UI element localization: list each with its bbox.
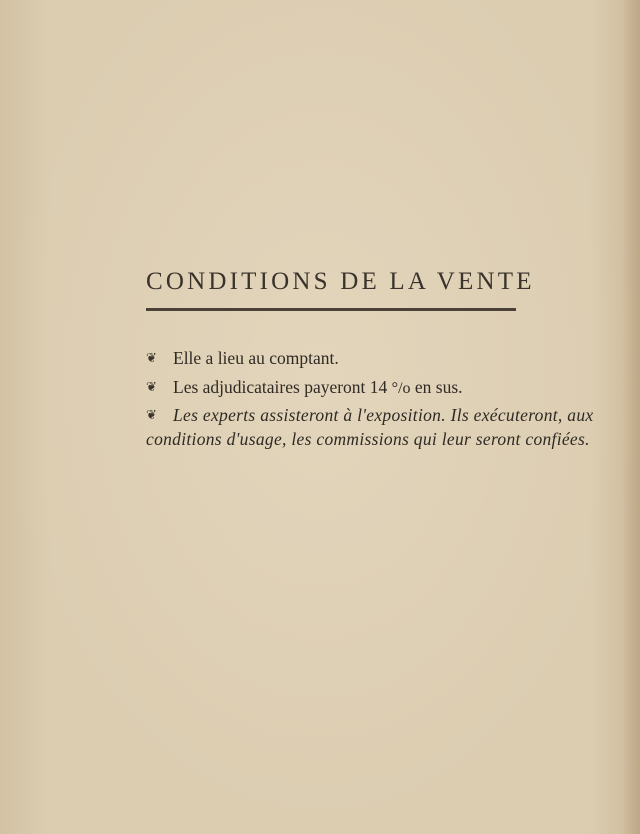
fleuron-icon: ❦ — [146, 350, 157, 365]
clause-text-end: en sus. — [410, 377, 463, 397]
clause-text: Les adjudicataires payeront 14 — [173, 377, 392, 397]
page-edge-shadow — [622, 0, 640, 834]
clause-text-line1: Les experts assisteront à l'exposition. Ils exécuteront, aux — [173, 405, 594, 425]
clause-buyer-premium — [146, 377, 463, 398]
fleuron-icon: ❦ — [146, 407, 158, 422]
percent-sign: °/o — [391, 380, 411, 397]
clause-text-line2: conditions d'usage, les commissions qui leur seront confiées. — [146, 429, 590, 449]
title-rule — [146, 308, 516, 311]
clause-line — [146, 403, 593, 427]
page-title: CONDITIONS DE LA VENTE — [146, 268, 535, 295]
clause-experts — [146, 403, 593, 451]
clause-text: Elle a lieu au comptant. — [173, 348, 339, 368]
clause-payment — [146, 348, 339, 369]
fleuron-icon: ❦ — [146, 379, 157, 394]
clause-line — [146, 427, 593, 451]
